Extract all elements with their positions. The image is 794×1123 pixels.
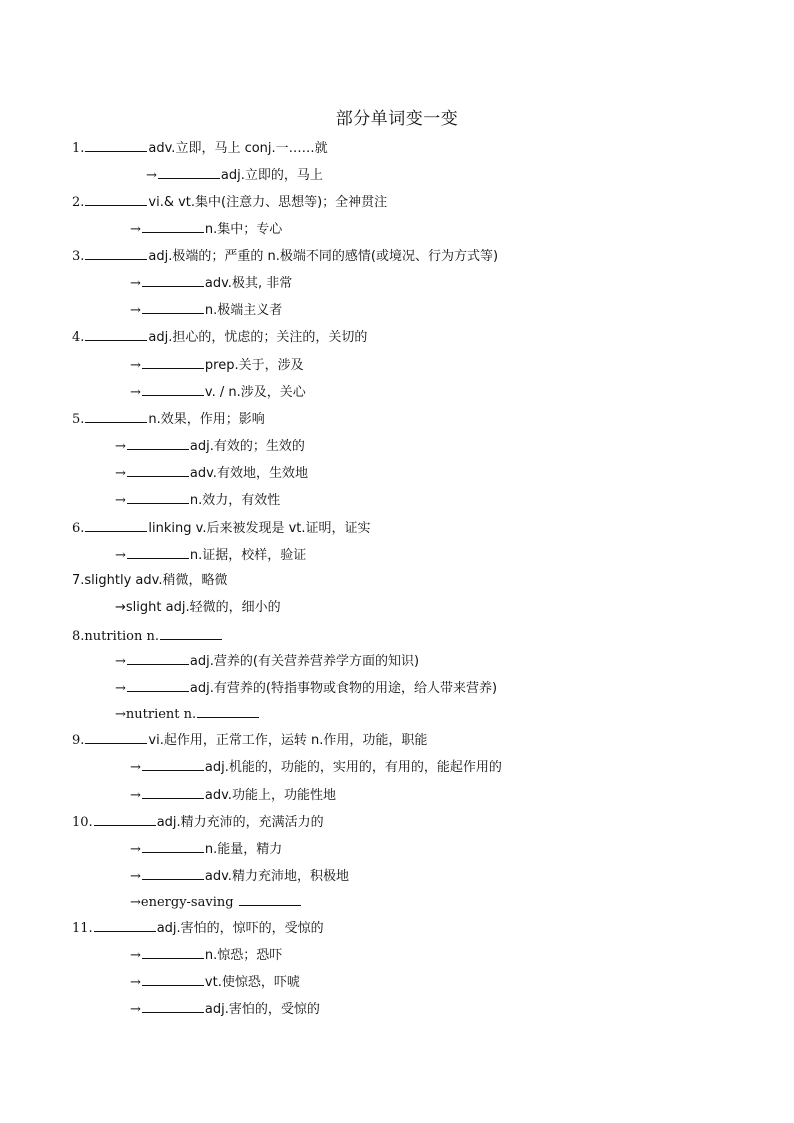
arrow-prefix: → <box>130 760 141 775</box>
arrow-prefix: →energy-saving <box>130 895 238 910</box>
derivative-line <box>130 301 282 319</box>
derivative-line <box>130 786 336 804</box>
derivative-line <box>130 893 302 911</box>
answer-blank[interactable] <box>142 840 204 853</box>
arrow-prefix: → <box>130 948 141 963</box>
answer-blank[interactable] <box>94 919 156 932</box>
answer-blank[interactable] <box>127 464 189 477</box>
item-number: 10. <box>72 815 93 830</box>
item-definition: n.惊恐；恐吓 <box>204 948 283 963</box>
item-definition: linking v.后来被发现是 vt.证明，证实 <box>148 521 371 536</box>
item-definition: adj.害怕的，惊吓的，受惊的 <box>156 921 324 936</box>
arrow-prefix: → <box>130 385 141 400</box>
answer-blank[interactable] <box>142 356 204 369</box>
answer-blank[interactable] <box>127 546 189 559</box>
derivative-line <box>130 867 349 885</box>
derivative-line <box>130 758 502 776</box>
item-8 <box>72 627 223 645</box>
answer-blank[interactable] <box>142 301 204 314</box>
arrow-prefix: → <box>115 466 126 481</box>
answer-blank[interactable] <box>142 973 204 986</box>
item-6 <box>72 519 371 537</box>
arrow-prefix: → <box>130 358 141 373</box>
item-definition: v. / n.涉及，关心 <box>204 385 306 400</box>
arrow-prefix: → <box>115 439 126 454</box>
answer-blank[interactable] <box>142 946 204 959</box>
item-definition: vt.使惊恐，吓唬 <box>204 975 300 990</box>
derivative-line <box>130 973 300 991</box>
item-1 <box>72 139 328 157</box>
answer-blank[interactable] <box>142 867 204 880</box>
item-definition: adj.机能的，功能的，实用的，有用的，能起作用的 <box>204 760 502 775</box>
derivative-line <box>115 679 497 697</box>
item-10 <box>72 813 324 831</box>
item-definition: adv.功能上，功能性地 <box>204 788 336 803</box>
item-definition: adv.极其, 非常 <box>204 276 293 291</box>
answer-blank[interactable] <box>142 383 204 396</box>
item-definition: adv.精力充沛地，积极地 <box>204 869 349 884</box>
item-definition: adv.有效地，生效地 <box>189 466 308 481</box>
item-number: 1. <box>72 141 85 156</box>
item-number: 4. <box>72 330 85 345</box>
item-number: 11. <box>72 921 93 936</box>
answer-blank[interactable] <box>127 437 189 450</box>
derivative-line <box>130 274 292 292</box>
derivative-line <box>115 464 308 482</box>
derivative-line <box>115 652 419 670</box>
derivative-line <box>146 166 323 184</box>
item-number: 8.nutrition n. <box>72 629 159 644</box>
derivative-line <box>130 946 282 964</box>
item-7: 7.slightly adv.稍微，略微 <box>72 573 228 588</box>
item-number: 3. <box>72 249 85 264</box>
item-definition: adj.害怕的，受惊的 <box>204 1002 320 1017</box>
answer-blank[interactable] <box>127 652 189 665</box>
derivative-line <box>130 383 306 401</box>
item-11 <box>72 919 324 937</box>
item-definition: n.能量，精力 <box>204 842 283 857</box>
item-definition: adj.有营养的(特指事物或食物的用途，给人带来营养) <box>189 681 498 696</box>
item-definition: adj.极端的；严重的 n.极端不同的感情(或境况、行为方式等) <box>148 249 499 264</box>
arrow-prefix: →nutrient n. <box>115 707 197 722</box>
answer-blank[interactable] <box>127 491 189 504</box>
item-5 <box>72 410 265 428</box>
answer-blank[interactable] <box>85 328 147 341</box>
item-definition: n.证据，校样，验证 <box>189 548 307 563</box>
item-definition: vi.起作用，正常工作，运转 n.作用，功能，职能 <box>148 733 428 748</box>
item-number: 9. <box>72 733 85 748</box>
answer-blank[interactable] <box>239 893 301 906</box>
page-title: 部分单词变一变 <box>335 109 459 129</box>
derivative-line <box>130 356 304 374</box>
arrow-prefix: → <box>130 222 141 237</box>
item-4 <box>72 328 367 346</box>
derivative-line <box>115 491 280 509</box>
item-definition: adv.立即，马上 conj.一……就 <box>148 141 328 156</box>
item-number: 5. <box>72 412 85 427</box>
derivative-line <box>115 437 305 455</box>
item-definition: adj.有效的；生效的 <box>189 439 305 454</box>
answer-blank[interactable] <box>158 166 220 179</box>
derivative-line <box>115 546 306 564</box>
item-definition: n.极端主义者 <box>204 303 283 318</box>
arrow-prefix: → <box>115 654 126 669</box>
arrow-prefix: → <box>130 975 141 990</box>
derivative-line <box>115 705 260 723</box>
answer-blank[interactable] <box>160 627 222 640</box>
answer-blank[interactable] <box>85 731 147 744</box>
arrow-prefix: → <box>130 788 141 803</box>
item-definition: adj.营养的(有关营养营养学方面的知识) <box>189 654 420 669</box>
item-definition: vi.& vt.集中(注意力、思想等)；全神贯注 <box>148 195 388 210</box>
answer-blank[interactable] <box>127 679 189 692</box>
arrow-prefix: → <box>115 548 126 563</box>
answer-blank[interactable] <box>85 193 147 206</box>
answer-blank[interactable] <box>85 519 147 532</box>
arrow-prefix: → <box>115 681 126 696</box>
arrow-prefix: → <box>130 276 141 291</box>
arrow-prefix: → <box>130 303 141 318</box>
arrow-prefix: → <box>130 1002 141 1017</box>
answer-blank[interactable] <box>85 410 147 423</box>
item-definition: adj.立即的，马上 <box>220 168 323 183</box>
answer-blank[interactable] <box>197 705 259 718</box>
arrow-prefix: → <box>130 869 141 884</box>
answer-blank[interactable] <box>94 813 156 826</box>
item-definition: prep.关于，涉及 <box>204 358 304 373</box>
answer-blank[interactable] <box>142 220 204 233</box>
item-definition: n.效力，有效性 <box>189 493 281 508</box>
item-9 <box>72 731 427 749</box>
arrow-prefix: → <box>115 493 126 508</box>
answer-blank[interactable] <box>142 274 204 287</box>
arrow-prefix: → <box>130 842 141 857</box>
derivative-line <box>130 1000 320 1018</box>
item-definition: n.集中；专心 <box>204 222 283 237</box>
derivative-line <box>130 840 282 858</box>
item-definition: adj.担心的，忧虑的；关注的，关切的 <box>148 330 368 345</box>
derivative-line: →slight adj.轻微的，细小的 <box>115 600 281 615</box>
item-3 <box>72 247 498 265</box>
answer-blank[interactable] <box>142 786 204 799</box>
item-number: 6. <box>72 521 85 536</box>
derivative-line <box>130 220 282 238</box>
arrow-prefix: → <box>146 168 157 183</box>
answer-blank[interactable] <box>142 1000 204 1013</box>
item-definition: n.效果，作用；影响 <box>148 412 265 427</box>
item-number: 2. <box>72 195 85 210</box>
answer-blank[interactable] <box>85 139 147 152</box>
answer-blank[interactable] <box>85 247 147 260</box>
answer-blank[interactable] <box>142 758 204 771</box>
item-2 <box>72 193 387 211</box>
item-definition: adj.精力充沛的，充满活力的 <box>156 815 324 830</box>
